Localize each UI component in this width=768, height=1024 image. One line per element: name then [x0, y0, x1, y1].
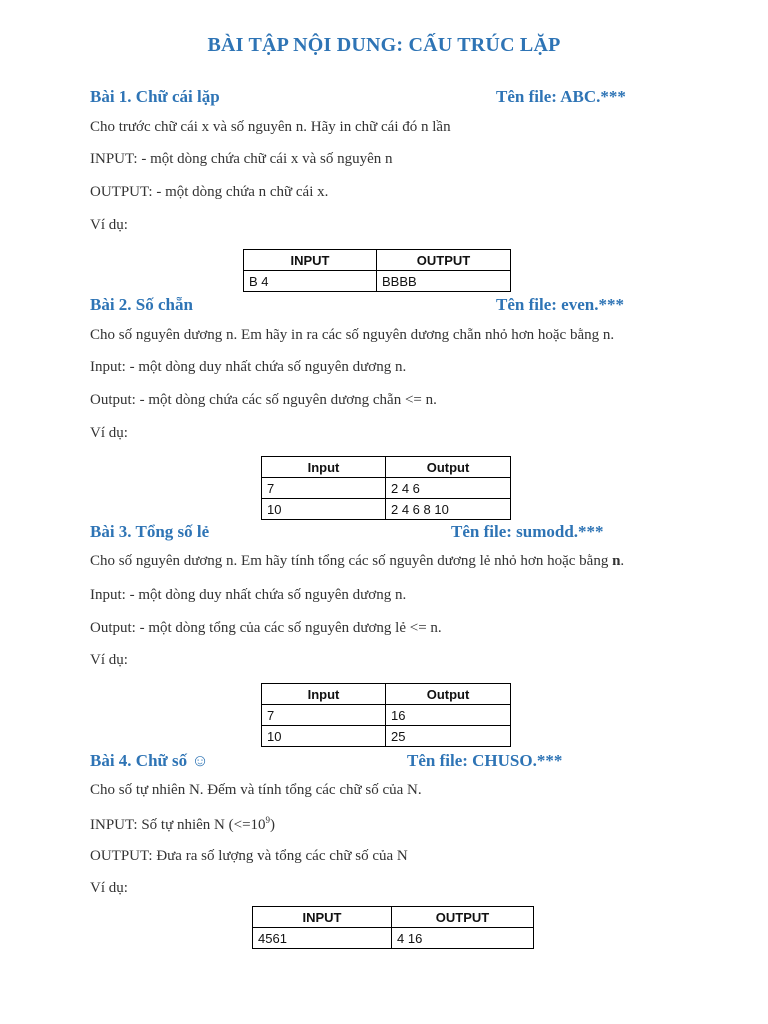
- table-cell: 7: [262, 705, 386, 726]
- table-cell: 10: [262, 499, 386, 520]
- problem-2-filename: Tên file: even.***: [496, 295, 624, 314]
- table-row: [262, 705, 511, 726]
- page-title: BÀI TẬP NỘI DUNG: CẤU TRÚC LẶP: [207, 34, 561, 56]
- problem-2-output: Output: - một dòng chứa các số nguyên dương chẵn <= n.: [90, 392, 437, 408]
- input-text: INPUT: Số tự nhiên N (<=10: [90, 817, 266, 833]
- table-header: OUTPUT: [377, 250, 511, 271]
- problem-1-statement: Cho trước chữ cái x và số nguyên n. Hãy in chữ cái đó n lần: [90, 119, 451, 135]
- statement-text: Cho số nguyên dương n. Em hãy tính tổng các số nguyên dương lẻ nhỏ hơn hoặc bằng: [90, 553, 613, 569]
- table-header-row: [244, 250, 511, 271]
- problem-3-example-label: Ví dụ:: [90, 652, 128, 668]
- problem-1-output: OUTPUT: - một dòng chứa n chữ cái x.: [90, 184, 329, 200]
- table-row: [262, 478, 511, 499]
- problem-3-statement: [90, 553, 624, 570]
- table-cell: 7: [262, 478, 386, 499]
- problem-4-statement: Cho số tự nhiên N. Đếm và tính tổng các chữ số của N.: [90, 782, 422, 798]
- table-cell: 16: [386, 705, 511, 726]
- table-header: OUTPUT: [392, 907, 534, 928]
- problem-2-example-label: Ví dụ:: [90, 425, 128, 441]
- problem-1-filename: Tên file: ABC.***: [496, 87, 626, 106]
- table-cell: 4561: [253, 928, 392, 949]
- table-header-row: [262, 684, 511, 705]
- problem-3-filename: Tên file: sumodd.***: [451, 522, 604, 541]
- problem-4-output: OUTPUT: Đưa ra số lượng và tổng các chữ số của N: [90, 848, 408, 864]
- problem-1-input: INPUT: - một dòng chứa chữ cái x và số nguyên n: [90, 151, 393, 167]
- statement-bold: n: [612, 553, 621, 569]
- problem-2-statement: Cho số nguyên dương n. Em hãy in ra các số nguyên dương chẵn nhỏ hơn hoặc bằng n.: [90, 327, 615, 343]
- table-row: [253, 928, 534, 949]
- table-header: INPUT: [244, 250, 377, 271]
- table-header: Output: [386, 457, 511, 478]
- problem-1-heading: Bài 1. Chữ cái lặp: [90, 87, 220, 106]
- table-cell: BBBB: [377, 271, 511, 292]
- table-cell: 2 4 6: [386, 478, 511, 499]
- problem-2-example-table: [261, 456, 511, 520]
- problem-4-example-label: Ví dụ:: [90, 880, 128, 896]
- table-header-row: [253, 907, 534, 928]
- table-header: Output: [386, 684, 511, 705]
- table-cell: 4 16: [392, 928, 534, 949]
- superscript-exponent: 9: [265, 815, 271, 825]
- problem-1-example-label: Ví dụ:: [90, 217, 128, 233]
- table-row: [262, 499, 511, 520]
- problem-3-input: Input: - một dòng duy nhất chứa số nguyên dương n.: [90, 587, 407, 603]
- table-header: Input: [262, 457, 386, 478]
- table-header: INPUT: [253, 907, 392, 928]
- problem-1-example-table: [243, 249, 511, 292]
- problem-4-input: [90, 815, 275, 834]
- table-header-row: [262, 457, 511, 478]
- problem-3-example-table: [261, 683, 511, 747]
- problem-4-example-table: [252, 906, 534, 949]
- problem-4-filename: Tên file: CHUSO.***: [407, 751, 563, 770]
- problem-2-input: Input: - một dòng duy nhất chứa số nguyên dương n.: [90, 359, 407, 375]
- problem-3-output: Output: - một dòng tổng của các số nguyên dương lẻ <= n.: [90, 620, 442, 636]
- problem-2-heading: Bài 2. Số chẵn: [90, 295, 193, 314]
- problem-3-heading: Bài 3. Tổng số lẻ: [90, 522, 210, 541]
- table-row: [244, 271, 511, 292]
- table-row: [262, 726, 511, 747]
- table-cell: 2 4 6 8 10: [386, 499, 511, 520]
- problem-4-heading: Bài 4. Chữ số ☺: [90, 751, 209, 770]
- table-cell: 10: [262, 726, 386, 747]
- statement-end: .: [620, 553, 625, 569]
- table-header: Input: [262, 684, 386, 705]
- table-cell: 25: [386, 726, 511, 747]
- input-end: ): [270, 817, 276, 833]
- table-cell: B 4: [244, 271, 377, 292]
